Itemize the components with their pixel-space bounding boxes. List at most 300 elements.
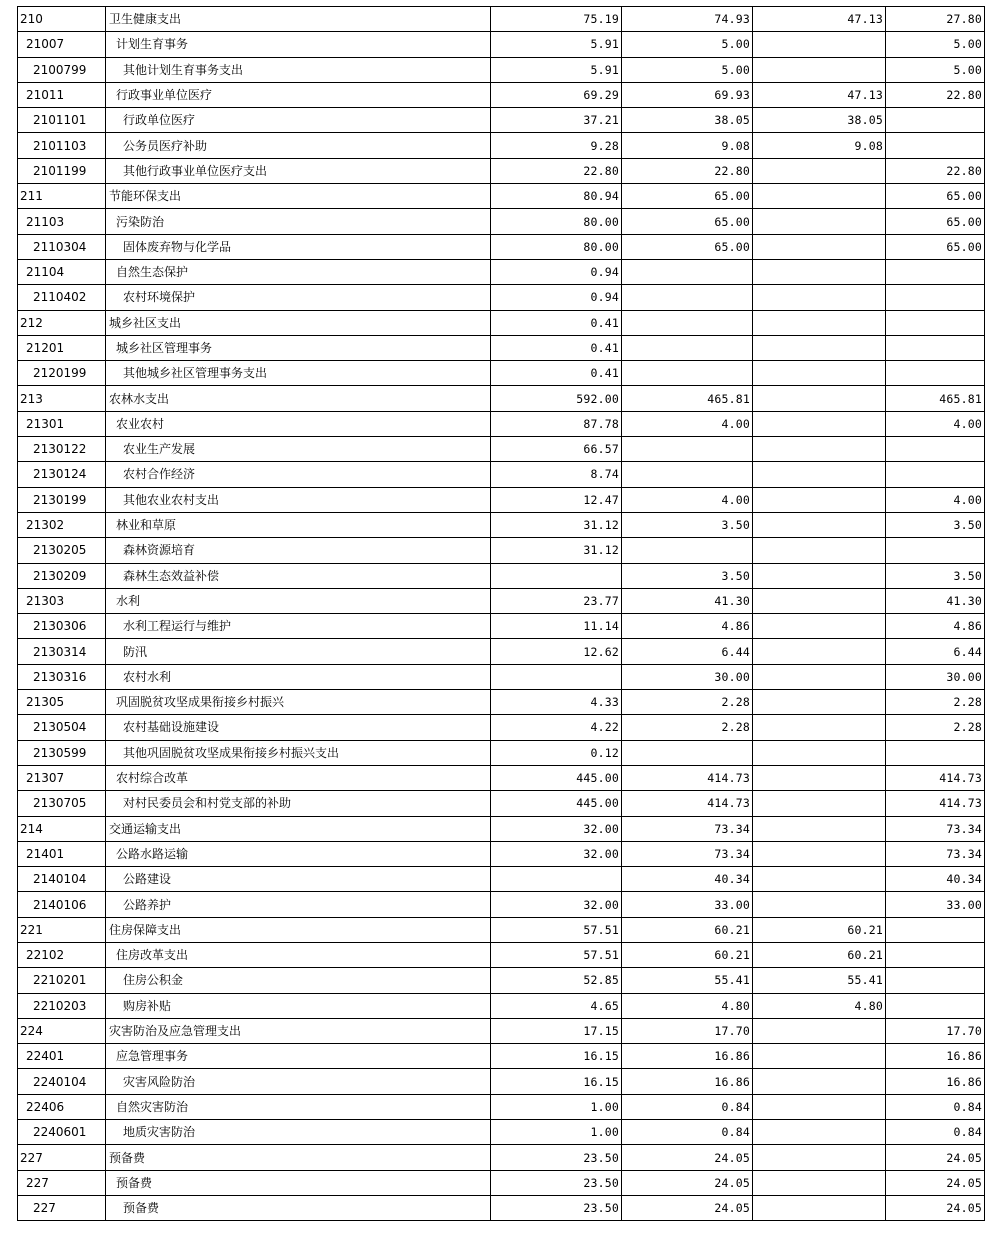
subject-code-cell: 22406 bbox=[18, 1094, 106, 1119]
subject-name-cell: 住房保障支出 bbox=[106, 917, 491, 942]
subject-name-cell: 森林资源培育 bbox=[106, 538, 491, 563]
amount-cell-3 bbox=[753, 386, 886, 411]
amount-cell-3 bbox=[753, 690, 886, 715]
table-row bbox=[18, 1120, 985, 1145]
amount-cell-1: 31.12 bbox=[491, 538, 622, 563]
amount-cell-3 bbox=[753, 512, 886, 537]
amount-cell-1: 52.85 bbox=[491, 968, 622, 993]
amount-cell-2: 65.00 bbox=[622, 184, 753, 209]
amount-cell-4: 27.80 bbox=[886, 7, 985, 32]
amount-cell-3 bbox=[753, 1044, 886, 1069]
table-row bbox=[18, 184, 985, 209]
subject-code-cell: 2130599 bbox=[18, 740, 106, 765]
subject-name-cell: 对村民委员会和村党支部的补助 bbox=[106, 791, 491, 816]
amount-cell-2: 55.41 bbox=[622, 968, 753, 993]
amount-cell-1: 31.12 bbox=[491, 512, 622, 537]
amount-cell-4 bbox=[886, 285, 985, 310]
subject-name-cell: 防汛 bbox=[106, 639, 491, 664]
table-body bbox=[18, 7, 985, 1221]
table-row bbox=[18, 82, 985, 107]
subject-name-cell: 地质灾害防治 bbox=[106, 1120, 491, 1145]
amount-cell-3 bbox=[753, 765, 886, 790]
subject-name-cell: 其他城乡社区管理事务支出 bbox=[106, 361, 491, 386]
subject-name-cell: 卫生健康支出 bbox=[106, 7, 491, 32]
table-row bbox=[18, 715, 985, 740]
subject-code-cell: 2101101 bbox=[18, 108, 106, 133]
subject-code-cell: 211 bbox=[18, 184, 106, 209]
amount-cell-4: 30.00 bbox=[886, 664, 985, 689]
amount-cell-4: 41.30 bbox=[886, 588, 985, 613]
table-row bbox=[18, 487, 985, 512]
subject-code-cell: 2110402 bbox=[18, 285, 106, 310]
amount-cell-3 bbox=[753, 361, 886, 386]
amount-cell-3 bbox=[753, 184, 886, 209]
subject-code-cell: 2210201 bbox=[18, 968, 106, 993]
subject-name-cell: 住房改革支出 bbox=[106, 942, 491, 967]
subject-name-cell: 行政事业单位医疗 bbox=[106, 82, 491, 107]
amount-cell-4 bbox=[886, 108, 985, 133]
subject-code-cell: 2120199 bbox=[18, 361, 106, 386]
table-row bbox=[18, 234, 985, 259]
subject-name-cell: 农村水利 bbox=[106, 664, 491, 689]
amount-cell-3 bbox=[753, 1094, 886, 1119]
amount-cell-1: 80.94 bbox=[491, 184, 622, 209]
table-row bbox=[18, 386, 985, 411]
subject-code-cell: 21301 bbox=[18, 411, 106, 436]
amount-cell-4 bbox=[886, 993, 985, 1018]
amount-cell-2: 4.80 bbox=[622, 993, 753, 1018]
amount-cell-3 bbox=[753, 462, 886, 487]
amount-cell-3 bbox=[753, 32, 886, 57]
table-row bbox=[18, 1094, 985, 1119]
table-row bbox=[18, 791, 985, 816]
subject-code-cell: 227 bbox=[18, 1145, 106, 1170]
amount-cell-2: 5.00 bbox=[622, 57, 753, 82]
subject-name-cell: 公路水路运输 bbox=[106, 841, 491, 866]
amount-cell-2 bbox=[622, 740, 753, 765]
amount-cell-1 bbox=[491, 867, 622, 892]
amount-cell-3 bbox=[753, 664, 886, 689]
subject-name-cell: 其他农业农村支出 bbox=[106, 487, 491, 512]
table-row bbox=[18, 259, 985, 284]
amount-cell-1: 9.28 bbox=[491, 133, 622, 158]
amount-cell-4: 22.80 bbox=[886, 158, 985, 183]
subject-name-cell: 灾害风险防治 bbox=[106, 1069, 491, 1094]
subject-name-cell: 公路养护 bbox=[106, 892, 491, 917]
amount-cell-4 bbox=[886, 259, 985, 284]
amount-cell-3: 9.08 bbox=[753, 133, 886, 158]
amount-cell-2: 65.00 bbox=[622, 234, 753, 259]
amount-cell-3 bbox=[753, 259, 886, 284]
table-row bbox=[18, 133, 985, 158]
amount-cell-1: 0.41 bbox=[491, 310, 622, 335]
amount-cell-2 bbox=[622, 437, 753, 462]
amount-cell-4: 73.34 bbox=[886, 816, 985, 841]
subject-code-cell: 2110304 bbox=[18, 234, 106, 259]
subject-code-cell: 2100799 bbox=[18, 57, 106, 82]
amount-cell-3 bbox=[753, 1170, 886, 1195]
table-row bbox=[18, 1018, 985, 1043]
amount-cell-1: 32.00 bbox=[491, 892, 622, 917]
subject-name-cell: 其他巩固脱贫攻坚成果衔接乡村振兴支出 bbox=[106, 740, 491, 765]
amount-cell-2: 24.05 bbox=[622, 1170, 753, 1195]
amount-cell-4: 40.34 bbox=[886, 867, 985, 892]
amount-cell-3 bbox=[753, 335, 886, 360]
amount-cell-2: 33.00 bbox=[622, 892, 753, 917]
subject-code-cell: 2210203 bbox=[18, 993, 106, 1018]
amount-cell-4: 0.84 bbox=[886, 1120, 985, 1145]
table-row bbox=[18, 588, 985, 613]
amount-cell-1: 5.91 bbox=[491, 57, 622, 82]
table-row bbox=[18, 462, 985, 487]
subject-name-cell: 节能环保支出 bbox=[106, 184, 491, 209]
amount-cell-2: 4.00 bbox=[622, 411, 753, 436]
amount-cell-1: 75.19 bbox=[491, 7, 622, 32]
table-row bbox=[18, 968, 985, 993]
amount-cell-3: 47.13 bbox=[753, 82, 886, 107]
subject-name-cell: 农村环境保护 bbox=[106, 285, 491, 310]
amount-cell-4 bbox=[886, 538, 985, 563]
amount-cell-1: 80.00 bbox=[491, 209, 622, 234]
subject-code-cell: 227 bbox=[18, 1170, 106, 1195]
amount-cell-4: 4.86 bbox=[886, 614, 985, 639]
subject-code-cell: 224 bbox=[18, 1018, 106, 1043]
subject-name-cell: 自然灾害防治 bbox=[106, 1094, 491, 1119]
subject-code-cell: 2130122 bbox=[18, 437, 106, 462]
amount-cell-1: 12.62 bbox=[491, 639, 622, 664]
amount-cell-1: 12.47 bbox=[491, 487, 622, 512]
amount-cell-4: 4.00 bbox=[886, 411, 985, 436]
amount-cell-3 bbox=[753, 209, 886, 234]
amount-cell-1: 0.94 bbox=[491, 285, 622, 310]
subject-code-cell: 2240601 bbox=[18, 1120, 106, 1145]
subject-name-cell: 自然生态保护 bbox=[106, 259, 491, 284]
amount-cell-2: 3.50 bbox=[622, 512, 753, 537]
subject-name-cell: 农业农村 bbox=[106, 411, 491, 436]
amount-cell-4 bbox=[886, 462, 985, 487]
amount-cell-2 bbox=[622, 361, 753, 386]
subject-name-cell: 农村综合改革 bbox=[106, 765, 491, 790]
amount-cell-1: 22.80 bbox=[491, 158, 622, 183]
subject-name-cell: 公务员医疗补助 bbox=[106, 133, 491, 158]
amount-cell-1: 16.15 bbox=[491, 1069, 622, 1094]
amount-cell-3 bbox=[753, 57, 886, 82]
subject-name-cell: 购房补贴 bbox=[106, 993, 491, 1018]
subject-name-cell: 林业和草原 bbox=[106, 512, 491, 537]
amount-cell-3 bbox=[753, 487, 886, 512]
amount-cell-4 bbox=[886, 917, 985, 942]
subject-name-cell: 预备费 bbox=[106, 1145, 491, 1170]
table-row bbox=[18, 740, 985, 765]
subject-code-cell: 2130314 bbox=[18, 639, 106, 664]
subject-name-cell: 水利 bbox=[106, 588, 491, 613]
table-row bbox=[18, 1195, 985, 1220]
table-row bbox=[18, 563, 985, 588]
amount-cell-4: 6.44 bbox=[886, 639, 985, 664]
amount-cell-2: 2.28 bbox=[622, 690, 753, 715]
amount-cell-4: 2.28 bbox=[886, 690, 985, 715]
table-row bbox=[18, 841, 985, 866]
amount-cell-4 bbox=[886, 335, 985, 360]
amount-cell-4: 65.00 bbox=[886, 209, 985, 234]
subject-code-cell: 2130504 bbox=[18, 715, 106, 740]
subject-code-cell: 2130705 bbox=[18, 791, 106, 816]
amount-cell-2: 5.00 bbox=[622, 32, 753, 57]
amount-cell-1: 11.14 bbox=[491, 614, 622, 639]
amount-cell-2: 38.05 bbox=[622, 108, 753, 133]
table-row bbox=[18, 1170, 985, 1195]
table-row bbox=[18, 1044, 985, 1069]
subject-code-cell: 22401 bbox=[18, 1044, 106, 1069]
amount-cell-4: 22.80 bbox=[886, 82, 985, 107]
amount-cell-3 bbox=[753, 285, 886, 310]
subject-code-cell: 2130205 bbox=[18, 538, 106, 563]
subject-code-cell: 213 bbox=[18, 386, 106, 411]
table-row bbox=[18, 335, 985, 360]
amount-cell-4 bbox=[886, 740, 985, 765]
subject-name-cell: 农业生产发展 bbox=[106, 437, 491, 462]
amount-cell-3: 60.21 bbox=[753, 917, 886, 942]
table-row bbox=[18, 639, 985, 664]
amount-cell-3 bbox=[753, 1018, 886, 1043]
amount-cell-2: 0.84 bbox=[622, 1120, 753, 1145]
amount-cell-2 bbox=[622, 285, 753, 310]
subject-name-cell: 预备费 bbox=[106, 1195, 491, 1220]
amount-cell-2: 30.00 bbox=[622, 664, 753, 689]
table-row bbox=[18, 942, 985, 967]
amount-cell-3 bbox=[753, 715, 886, 740]
amount-cell-3 bbox=[753, 867, 886, 892]
amount-cell-2: 73.34 bbox=[622, 841, 753, 866]
subject-name-cell: 灾害防治及应急管理支出 bbox=[106, 1018, 491, 1043]
table-row bbox=[18, 917, 985, 942]
table-row bbox=[18, 108, 985, 133]
table-row bbox=[18, 361, 985, 386]
amount-cell-3 bbox=[753, 740, 886, 765]
subject-name-cell: 水利工程运行与维护 bbox=[106, 614, 491, 639]
table-row bbox=[18, 437, 985, 462]
subject-code-cell: 210 bbox=[18, 7, 106, 32]
subject-code-cell: 221 bbox=[18, 917, 106, 942]
amount-cell-2: 414.73 bbox=[622, 791, 753, 816]
amount-cell-1: 23.50 bbox=[491, 1170, 622, 1195]
amount-cell-4: 73.34 bbox=[886, 841, 985, 866]
amount-cell-4: 16.86 bbox=[886, 1044, 985, 1069]
amount-cell-2 bbox=[622, 259, 753, 284]
subject-code-cell: 227 bbox=[18, 1195, 106, 1220]
subject-name-cell: 行政单位医疗 bbox=[106, 108, 491, 133]
amount-cell-2: 60.21 bbox=[622, 942, 753, 967]
amount-cell-2: 4.86 bbox=[622, 614, 753, 639]
amount-cell-2: 17.70 bbox=[622, 1018, 753, 1043]
amount-cell-2: 2.28 bbox=[622, 715, 753, 740]
amount-cell-3 bbox=[753, 588, 886, 613]
subject-code-cell: 2130199 bbox=[18, 487, 106, 512]
subject-name-cell: 城乡社区管理事务 bbox=[106, 335, 491, 360]
subject-code-cell: 2130306 bbox=[18, 614, 106, 639]
amount-cell-3: 47.13 bbox=[753, 7, 886, 32]
subject-name-cell: 公路建设 bbox=[106, 867, 491, 892]
amount-cell-4: 24.05 bbox=[886, 1170, 985, 1195]
subject-code-cell: 22102 bbox=[18, 942, 106, 967]
table-row bbox=[18, 1069, 985, 1094]
table-row bbox=[18, 816, 985, 841]
amount-cell-2: 16.86 bbox=[622, 1044, 753, 1069]
amount-cell-4 bbox=[886, 310, 985, 335]
amount-cell-4: 3.50 bbox=[886, 563, 985, 588]
table-row bbox=[18, 867, 985, 892]
amount-cell-1: 17.15 bbox=[491, 1018, 622, 1043]
table-row bbox=[18, 892, 985, 917]
subject-name-cell: 农村合作经济 bbox=[106, 462, 491, 487]
amount-cell-4 bbox=[886, 968, 985, 993]
amount-cell-2: 6.44 bbox=[622, 639, 753, 664]
subject-code-cell: 21201 bbox=[18, 335, 106, 360]
amount-cell-4 bbox=[886, 361, 985, 386]
amount-cell-1: 445.00 bbox=[491, 765, 622, 790]
subject-name-cell: 计划生育事务 bbox=[106, 32, 491, 57]
table-row bbox=[18, 285, 985, 310]
subject-name-cell: 预备费 bbox=[106, 1170, 491, 1195]
table-row bbox=[18, 209, 985, 234]
amount-cell-4: 33.00 bbox=[886, 892, 985, 917]
amount-cell-1: 37.21 bbox=[491, 108, 622, 133]
table-row bbox=[18, 158, 985, 183]
subject-name-cell: 固体废弃物与化学品 bbox=[106, 234, 491, 259]
subject-code-cell: 21103 bbox=[18, 209, 106, 234]
amount-cell-1: 32.00 bbox=[491, 816, 622, 841]
amount-cell-3 bbox=[753, 816, 886, 841]
table-row bbox=[18, 1145, 985, 1170]
amount-cell-3 bbox=[753, 310, 886, 335]
amount-cell-2 bbox=[622, 335, 753, 360]
table-row bbox=[18, 57, 985, 82]
amount-cell-4: 24.05 bbox=[886, 1145, 985, 1170]
amount-cell-2: 24.05 bbox=[622, 1195, 753, 1220]
subject-code-cell: 2140104 bbox=[18, 867, 106, 892]
table-row bbox=[18, 993, 985, 1018]
amount-cell-4: 24.05 bbox=[886, 1195, 985, 1220]
amount-cell-3 bbox=[753, 1120, 886, 1145]
amount-cell-2: 73.34 bbox=[622, 816, 753, 841]
subject-code-cell: 2101199 bbox=[18, 158, 106, 183]
amount-cell-2: 65.00 bbox=[622, 209, 753, 234]
subject-name-cell: 交通运输支出 bbox=[106, 816, 491, 841]
amount-cell-2: 40.34 bbox=[622, 867, 753, 892]
amount-cell-2: 74.93 bbox=[622, 7, 753, 32]
subject-name-cell: 应急管理事务 bbox=[106, 1044, 491, 1069]
table-row bbox=[18, 614, 985, 639]
subject-code-cell: 21104 bbox=[18, 259, 106, 284]
amount-cell-4 bbox=[886, 942, 985, 967]
amount-cell-4: 5.00 bbox=[886, 57, 985, 82]
amount-cell-3 bbox=[753, 892, 886, 917]
amount-cell-2: 22.80 bbox=[622, 158, 753, 183]
amount-cell-1: 4.65 bbox=[491, 993, 622, 1018]
table-row bbox=[18, 765, 985, 790]
amount-cell-4: 2.28 bbox=[886, 715, 985, 740]
subject-code-cell: 2101103 bbox=[18, 133, 106, 158]
amount-cell-1: 69.29 bbox=[491, 82, 622, 107]
amount-cell-4: 17.70 bbox=[886, 1018, 985, 1043]
amount-cell-4: 414.73 bbox=[886, 765, 985, 790]
subject-name-cell: 城乡社区支出 bbox=[106, 310, 491, 335]
subject-code-cell: 21011 bbox=[18, 82, 106, 107]
subject-code-cell: 21307 bbox=[18, 765, 106, 790]
amount-cell-2: 414.73 bbox=[622, 765, 753, 790]
amount-cell-1: 445.00 bbox=[491, 791, 622, 816]
subject-code-cell: 2240104 bbox=[18, 1069, 106, 1094]
amount-cell-2: 465.81 bbox=[622, 386, 753, 411]
amount-cell-1: 0.41 bbox=[491, 361, 622, 386]
subject-code-cell: 2130316 bbox=[18, 664, 106, 689]
amount-cell-1: 66.57 bbox=[491, 437, 622, 462]
subject-code-cell: 21305 bbox=[18, 690, 106, 715]
amount-cell-4: 3.50 bbox=[886, 512, 985, 537]
amount-cell-4 bbox=[886, 437, 985, 462]
amount-cell-1: 57.51 bbox=[491, 917, 622, 942]
amount-cell-2: 0.84 bbox=[622, 1094, 753, 1119]
amount-cell-4: 65.00 bbox=[886, 184, 985, 209]
table-row bbox=[18, 664, 985, 689]
subject-code-cell: 2130124 bbox=[18, 462, 106, 487]
subject-name-cell: 农林水支出 bbox=[106, 386, 491, 411]
table-row bbox=[18, 512, 985, 537]
amount-cell-4: 4.00 bbox=[886, 487, 985, 512]
amount-cell-2: 9.08 bbox=[622, 133, 753, 158]
amount-cell-1: 0.12 bbox=[491, 740, 622, 765]
amount-cell-3 bbox=[753, 158, 886, 183]
table-row bbox=[18, 310, 985, 335]
table-row bbox=[18, 538, 985, 563]
amount-cell-1: 8.74 bbox=[491, 462, 622, 487]
amount-cell-1: 87.78 bbox=[491, 411, 622, 436]
amount-cell-3 bbox=[753, 411, 886, 436]
subject-name-cell: 巩固脱贫攻坚成果衔接乡村振兴 bbox=[106, 690, 491, 715]
amount-cell-3: 60.21 bbox=[753, 942, 886, 967]
subject-code-cell: 21303 bbox=[18, 588, 106, 613]
subject-code-cell: 21401 bbox=[18, 841, 106, 866]
amount-cell-3: 4.80 bbox=[753, 993, 886, 1018]
subject-name-cell: 污染防治 bbox=[106, 209, 491, 234]
amount-cell-2: 24.05 bbox=[622, 1145, 753, 1170]
amount-cell-1 bbox=[491, 563, 622, 588]
amount-cell-3 bbox=[753, 234, 886, 259]
amount-cell-1: 32.00 bbox=[491, 841, 622, 866]
amount-cell-4 bbox=[886, 133, 985, 158]
subject-name-cell: 农村基础设施建设 bbox=[106, 715, 491, 740]
amount-cell-4: 5.00 bbox=[886, 32, 985, 57]
amount-cell-3 bbox=[753, 538, 886, 563]
subject-name-cell: 其他行政事业单位医疗支出 bbox=[106, 158, 491, 183]
amount-cell-1: 23.77 bbox=[491, 588, 622, 613]
amount-cell-1: 23.50 bbox=[491, 1195, 622, 1220]
amount-cell-2: 41.30 bbox=[622, 588, 753, 613]
amount-cell-2 bbox=[622, 538, 753, 563]
amount-cell-3 bbox=[753, 639, 886, 664]
amount-cell-4: 16.86 bbox=[886, 1069, 985, 1094]
amount-cell-2 bbox=[622, 310, 753, 335]
amount-cell-1: 1.00 bbox=[491, 1120, 622, 1145]
amount-cell-3 bbox=[753, 791, 886, 816]
amount-cell-3 bbox=[753, 1195, 886, 1220]
amount-cell-2: 4.00 bbox=[622, 487, 753, 512]
subject-code-cell: 212 bbox=[18, 310, 106, 335]
amount-cell-1: 0.41 bbox=[491, 335, 622, 360]
amount-cell-3 bbox=[753, 437, 886, 462]
table-row bbox=[18, 7, 985, 32]
table-row bbox=[18, 32, 985, 57]
